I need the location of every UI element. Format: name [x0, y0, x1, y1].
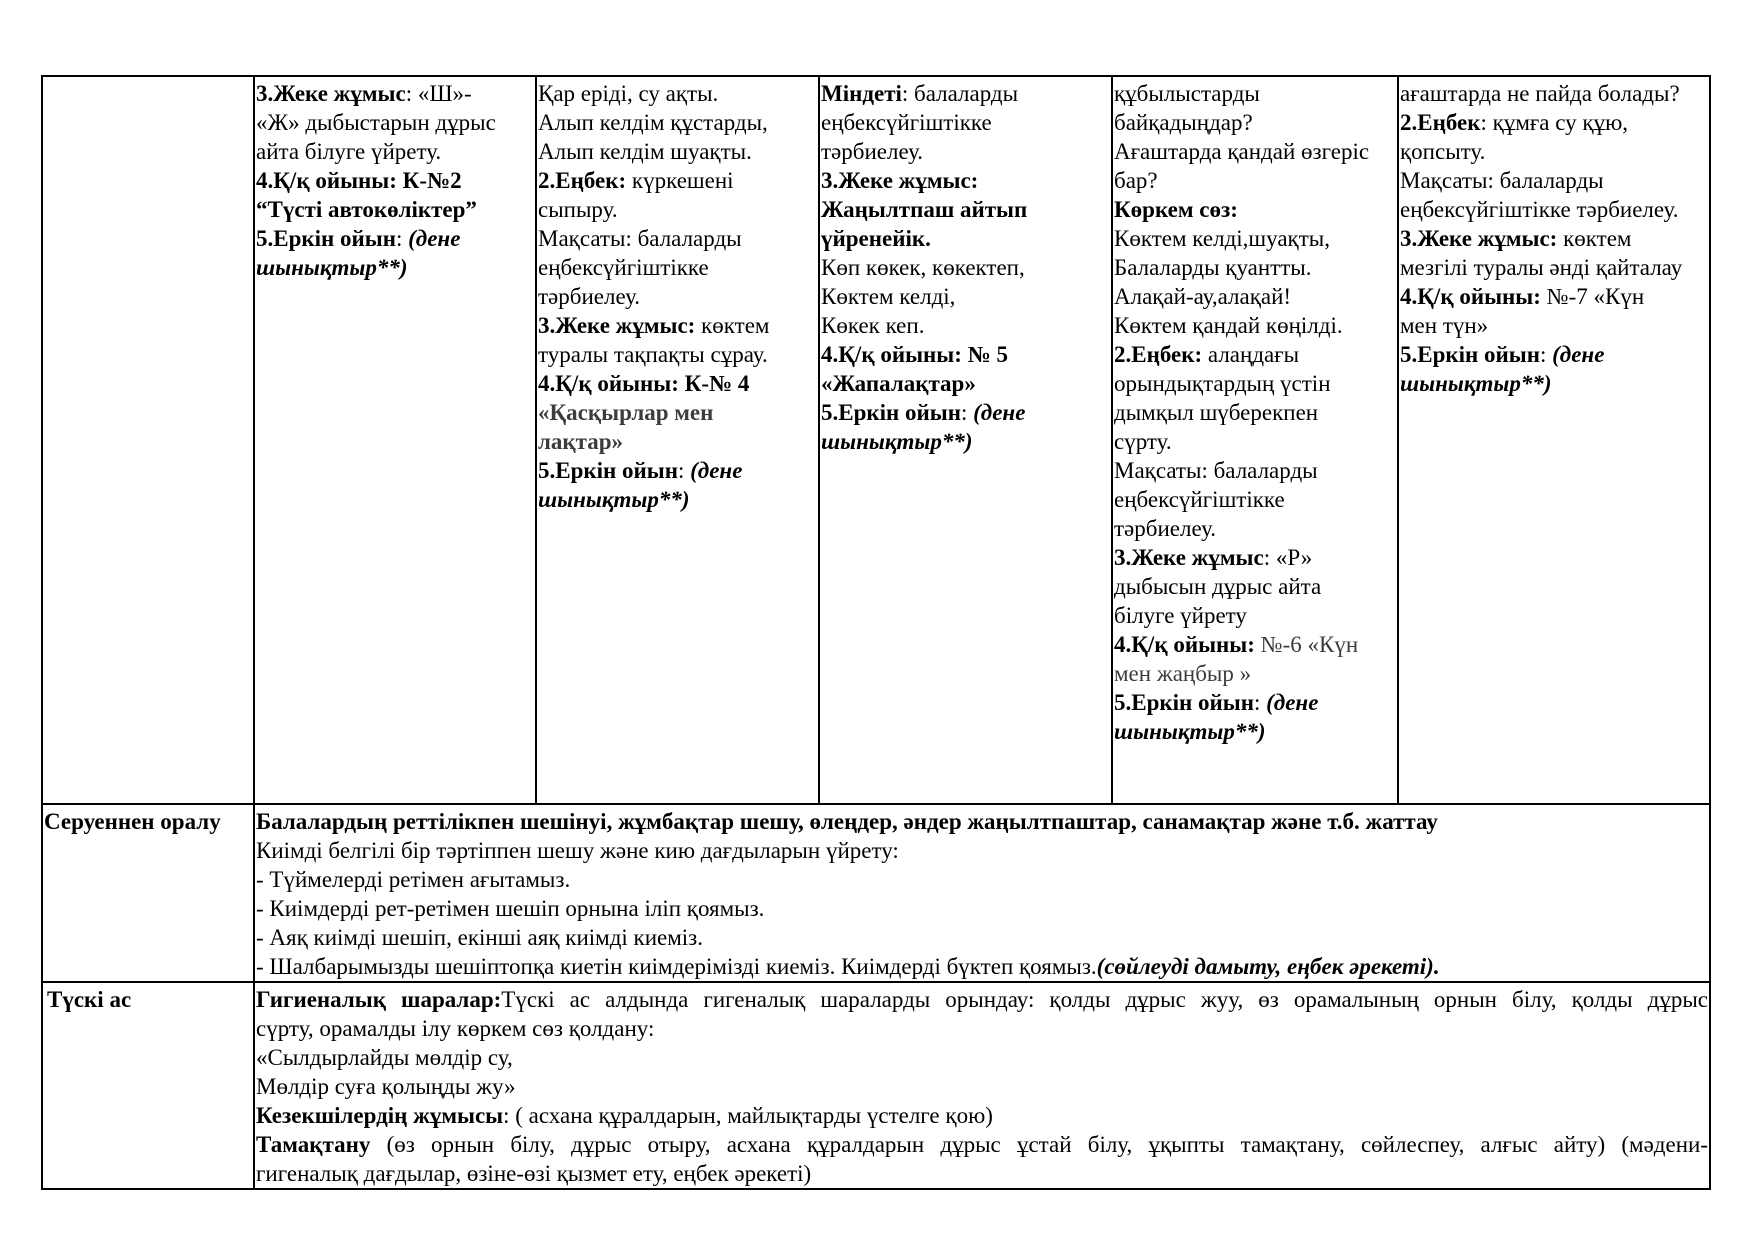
text-run: көктем: [695, 313, 770, 338]
text-run: (дене: [1266, 690, 1319, 715]
text-line: [821, 79, 1110, 108]
text-run: (дене: [690, 458, 743, 483]
text-line: [821, 340, 1110, 369]
text-run: Қар еріді, су ақты.: [538, 81, 719, 106]
text-run: тәрбиелеу.: [538, 284, 641, 309]
text-line: [1114, 659, 1396, 688]
text-run: Түскі ас алдында гигеналық шараларды орындау: қолды дұрыс жуу, өз орамалының орнын білу, қолды дұрыс: [501, 987, 1708, 1012]
text-run: туралы тақпақты сұрау.: [538, 342, 768, 367]
text-run: еңбексүйгіштікке: [538, 255, 709, 280]
text-line: [256, 952, 1708, 981]
text-line: [1114, 195, 1396, 224]
text-run: дымқыл шүберекпен: [1114, 400, 1319, 425]
text-line: [1400, 166, 1708, 195]
text-run: - Түймелерді ретімен ағытамыз.: [256, 867, 571, 892]
text-line: [821, 253, 1110, 282]
text-run: : ( асхана құралдарын, майлықтарды үстелге қою): [503, 1103, 993, 1128]
text-run: шынықтыр**): [821, 429, 973, 454]
text-line: [538, 166, 817, 195]
text-line: [821, 311, 1110, 340]
text-line: [1114, 224, 1396, 253]
text-run: дыбысын дұрыс айта: [1114, 574, 1322, 599]
text-line: [256, 1014, 1708, 1043]
text-line: [821, 137, 1110, 166]
text-run: :: [678, 458, 691, 483]
text-line: [1114, 630, 1396, 659]
text-run: Көктем келді,шуақты,: [1114, 226, 1330, 251]
text-run: Мақсаты: балаларды: [1400, 168, 1604, 193]
text-line: [256, 108, 534, 137]
text-run: ағаштарда не пайда болады?: [1400, 81, 1680, 106]
text-run: : балаларды: [901, 81, 1019, 106]
text-line: [256, 1101, 1708, 1130]
text-run: Мақсаты: балаларды: [538, 226, 742, 251]
text-run: гигеналық дағдылар, өзіне-өзі қызмет ету, еңбек әрекеті): [256, 1161, 812, 1186]
text-run: 2.Еңбек:: [538, 168, 627, 193]
text-line: [256, 195, 534, 224]
text-run: №-6 «Күн: [1260, 632, 1359, 657]
text-line: [821, 108, 1110, 137]
text-line: [1114, 253, 1396, 282]
text-run: Киімді белгілі бір тәртіппен шешу және кию дағдыларын үйрету:: [256, 838, 899, 863]
return-row: [42, 804, 1710, 982]
text-line: [821, 195, 1110, 224]
text-line: [821, 166, 1110, 195]
walk-col-5: [1398, 76, 1710, 804]
walk-col-2: [536, 76, 819, 804]
text-run: 5.Еркін ойын: [821, 400, 961, 425]
text-line: [538, 108, 817, 137]
text-line: [821, 427, 1110, 456]
text-run: байқадыңдар?: [1114, 110, 1253, 135]
text-run: құбылыстарды: [1114, 81, 1260, 106]
text-run: орындықтардың үстін: [1114, 371, 1331, 396]
text-run: (өз орнын білу, дұрыс отыру, асхана құралдарын дұрыс ұстай білу, ұқыпты тамақтану, сөйлеспеу, алғыс айту) (мәдени-: [370, 1132, 1708, 1157]
text-run: Тамақтану: [256, 1132, 371, 1157]
text-run: бар?: [1114, 168, 1158, 193]
walk-row: [42, 76, 1710, 804]
text-run: (дене: [973, 400, 1026, 425]
text-run: Көркем сөз:: [1114, 197, 1238, 222]
text-line: [256, 985, 1708, 1014]
text-line: [256, 1043, 1708, 1072]
text-line: [1114, 456, 1396, 485]
text-line: [256, 253, 534, 282]
text-run: Көп көкек, көкектеп,: [821, 255, 1025, 280]
text-run: : «Ш»-: [405, 81, 472, 106]
text-line: [821, 224, 1110, 253]
text-run: Көктем келді,: [821, 284, 956, 309]
text-line: [538, 485, 817, 514]
text-run: Алақай-ау,алақай!: [1114, 284, 1292, 309]
text-line: [1114, 514, 1396, 543]
text-line: [1114, 108, 1396, 137]
text-run: көктем: [1557, 226, 1632, 251]
text-run: алаңдағы: [1202, 342, 1300, 367]
text-line: [256, 79, 534, 108]
text-run: білуге үйрету: [1114, 603, 1247, 628]
text-line: [1114, 717, 1396, 746]
text-line: [1400, 282, 1708, 311]
text-run: үйренейік.: [821, 226, 931, 251]
text-run: №-7 «Күн: [1540, 284, 1645, 309]
text-line: [256, 836, 1708, 865]
text-run: Кезекшілердің жұмысы: [256, 1103, 504, 1128]
text-line: [1114, 137, 1396, 166]
text-line: [256, 865, 1708, 894]
text-line: [538, 282, 817, 311]
text-run: шынықтыр**): [256, 255, 408, 280]
lunch-label: Түскі ас: [42, 982, 254, 1189]
text-run: мен жаңбыр »: [1114, 661, 1252, 686]
lunch-row: [42, 982, 1710, 1189]
text-run: Мөлдір суға қолыңды жу»: [256, 1074, 516, 1099]
text-line: [1114, 166, 1396, 195]
text-run: :: [1254, 690, 1267, 715]
text-run: «Ж» дыбыстарын дұрыс: [256, 110, 496, 135]
text-run: (дене: [1552, 342, 1605, 367]
text-run: - Аяқ киімді шешіп, екінші аяқ киімді киеміз.: [256, 925, 704, 950]
text-run: мезгілі туралы әнді қайталау: [1400, 255, 1683, 280]
text-line: [1114, 340, 1396, 369]
walk-col-1: [254, 76, 536, 804]
text-run: 4.Қ/қ ойыны: № 5: [821, 342, 1009, 367]
text-line: [256, 1130, 1708, 1159]
text-line: [538, 398, 817, 427]
text-line: [1400, 195, 1708, 224]
text-run: «Жапалақтар»: [821, 371, 976, 396]
text-line: [256, 1159, 1708, 1188]
text-line: [1400, 369, 1708, 398]
text-run: Алып келдім шуақты.: [538, 139, 752, 164]
text-line: [1114, 398, 1396, 427]
text-run: : құмға су құю,: [1480, 110, 1629, 135]
walk-col-3: [819, 76, 1112, 804]
text-line: [1400, 137, 1708, 166]
text-run: Міндеті: [821, 81, 902, 106]
text-line: [538, 456, 817, 485]
text-run: лақтар»: [538, 429, 624, 454]
text-line: [256, 894, 1708, 923]
text-run: мен түн»: [1400, 313, 1489, 338]
text-run: қопсыту.: [1400, 139, 1486, 164]
text-run: (дене: [408, 226, 461, 251]
text-run: еңбексүйгіштікке: [1114, 487, 1285, 512]
text-run: 2.Еңбек:: [1114, 342, 1203, 367]
text-line: [256, 1072, 1708, 1101]
text-run: Ағаштарда қандай өзгеріс: [1114, 139, 1370, 164]
text-run: Көктем қандай көңілді.: [1114, 313, 1343, 338]
text-run: 4.Қ/қ ойыны: К-№2: [256, 168, 462, 193]
text-run: Гигиеналық шаралар:: [256, 987, 502, 1012]
text-line: [1400, 108, 1708, 137]
text-line: [256, 224, 534, 253]
text-run: 3.Жеке жұмыс: [256, 81, 406, 106]
text-run: шынықтыр**): [538, 487, 690, 512]
text-run: 2.Еңбек: [1400, 110, 1481, 135]
text-run: 5.Еркін ойын: [1400, 342, 1540, 367]
text-run: : «Р»: [1263, 545, 1313, 570]
text-run: күркешені: [626, 168, 734, 193]
text-line: [256, 137, 534, 166]
text-line: [1114, 543, 1396, 572]
text-run: тәрбиелеу.: [1114, 516, 1217, 541]
text-line: [1400, 311, 1708, 340]
text-run: 5.Еркін ойын: [538, 458, 678, 483]
text-line: [1114, 601, 1396, 630]
text-run: Балаларды қуантты.: [1114, 255, 1312, 280]
text-run: (сөйлеуді дамыту, еңбек әрекеті).: [1096, 954, 1440, 979]
text-run: “Түсті автокөліктер”: [256, 197, 477, 222]
text-line: [256, 807, 1708, 836]
text-line: [1114, 688, 1396, 717]
text-line: [538, 340, 817, 369]
text-line: [821, 282, 1110, 311]
text-run: :: [961, 400, 974, 425]
text-run: - Киімдерді рет-ретімен шешіп орнына іліп қоямыз.: [256, 896, 765, 921]
text-line: [538, 427, 817, 456]
text-run: тәрбиелеу.: [821, 139, 924, 164]
text-run: 3.Жеке жұмыс: [1114, 545, 1264, 570]
text-line: [538, 311, 817, 340]
text-line: [1114, 369, 1396, 398]
text-run: Балалардың реттілікпен шешінуі, жұмбақтар шешу, өлеңдер, әндер жаңылтпаштар, санамақтар және т.б. жаттау: [256, 809, 1438, 834]
text-run: Алып келдім құстарды,: [538, 110, 768, 135]
text-line: [1114, 79, 1396, 108]
return-content: [254, 804, 1710, 982]
text-run: Мақсаты: балаларды: [1114, 458, 1318, 483]
text-line: [538, 137, 817, 166]
text-line: [538, 195, 817, 224]
text-run: :: [396, 226, 409, 251]
text-line: [256, 166, 534, 195]
walk-col-4: [1112, 76, 1398, 804]
text-run: 4.Қ/қ ойыны:: [1114, 632, 1261, 657]
walk-label-cell: [42, 76, 254, 804]
text-run: сүрту.: [1114, 429, 1172, 454]
text-run: еңбексүйгіштікке: [821, 110, 992, 135]
return-label: Серуеннен оралу: [42, 804, 254, 982]
text-line: [1400, 340, 1708, 369]
text-run: - Шалбарымызды шешіптопқа киетін киімдерімізді киеміз. Киімдерді бүктеп қоямыз.: [256, 954, 1097, 979]
text-line: [1400, 79, 1708, 108]
text-line: [821, 398, 1110, 427]
text-run: шынықтыр**): [1114, 719, 1266, 744]
text-run: «Қасқырлар мен: [538, 400, 714, 425]
text-line: [1114, 572, 1396, 601]
text-run: айта білуге үйрету.: [256, 139, 442, 164]
text-run: 4.Қ/қ ойыны: К-№ 4: [538, 371, 750, 396]
text-line: [1114, 427, 1396, 456]
text-run: сүрту, орамалды ілу көркем сөз қолдану:: [256, 1016, 655, 1041]
text-line: [1114, 485, 1396, 514]
lunch-content: [254, 982, 1710, 1189]
text-run: 5.Еркін ойын: [1114, 690, 1254, 715]
text-run: Жаңылтпаш айтып: [821, 197, 1028, 222]
text-run: 5.Еркін ойын: [256, 226, 396, 251]
text-line: [1114, 282, 1396, 311]
text-line: [538, 253, 817, 282]
text-line: [1400, 224, 1708, 253]
text-line: [256, 923, 1708, 952]
text-line: [1400, 253, 1708, 282]
text-run: еңбексүйгіштікке тәрбиелеу.: [1400, 197, 1679, 222]
text-run: шынықтыр**): [1400, 371, 1552, 396]
text-run: Көкек кеп.: [821, 313, 925, 338]
text-line: [538, 224, 817, 253]
text-run: сыпыру.: [538, 197, 618, 222]
text-run: 4.Қ/қ ойыны:: [1400, 284, 1541, 309]
text-run: 3.Жеке жұмыс:: [821, 168, 979, 193]
text-line: [538, 79, 817, 108]
text-run: 3.Жеке жұмыс:: [1400, 226, 1558, 251]
text-run: 3.Жеке жұмыс:: [538, 313, 696, 338]
text-line: [821, 369, 1110, 398]
text-run: :: [1540, 342, 1553, 367]
text-line: [538, 369, 817, 398]
text-line: [1114, 311, 1396, 340]
schedule-table: [41, 75, 1711, 1190]
text-run: «Сылдырлайды мөлдір су,: [256, 1045, 513, 1070]
